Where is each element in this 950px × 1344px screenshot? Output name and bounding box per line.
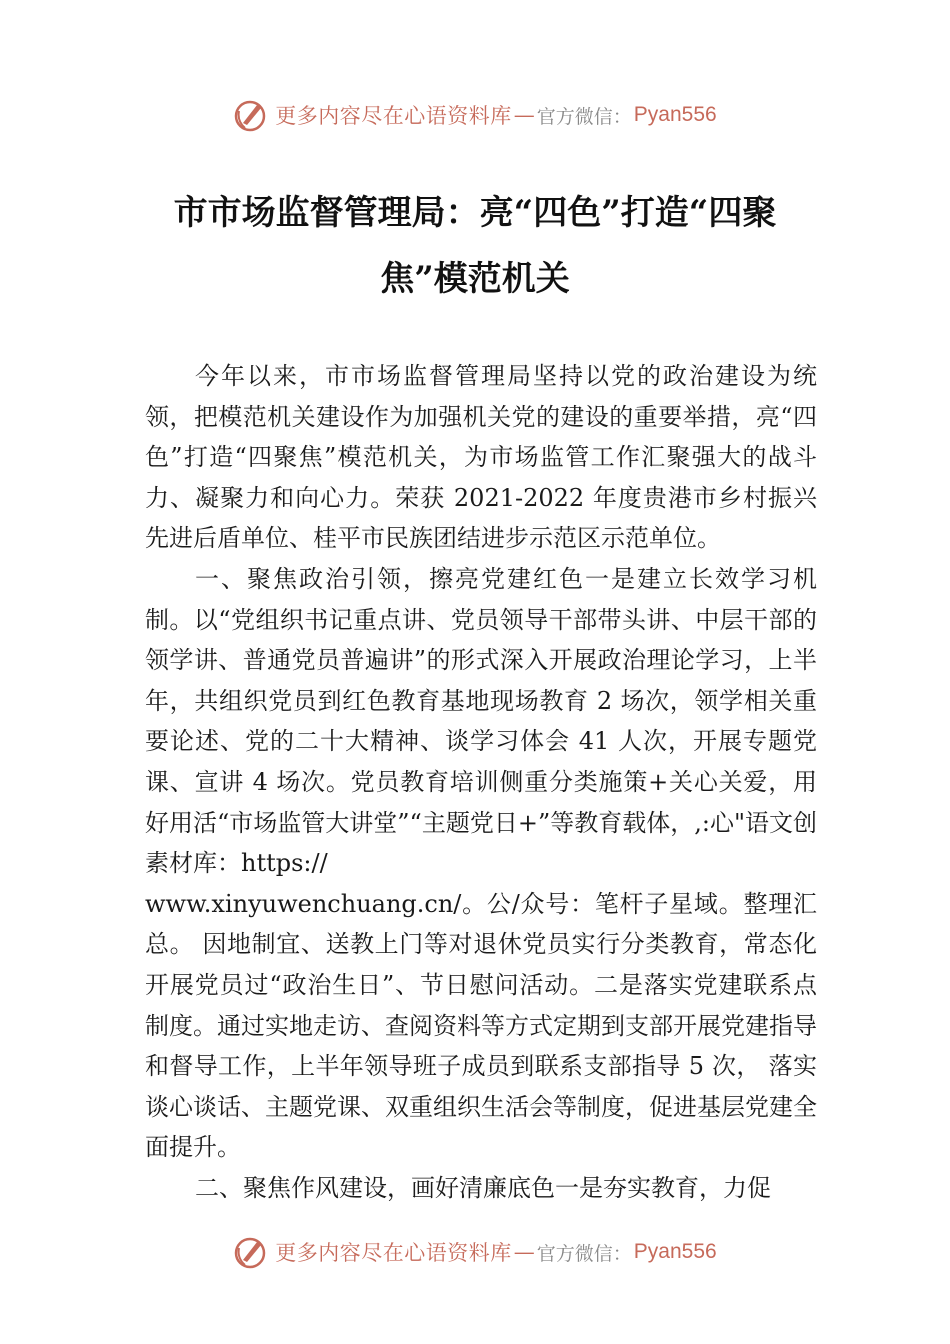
watermark-wechat-id: Pyan556 [633,103,717,126]
paragraph-intro: 今年以来，市市场监督管理局坚持以党的政治建设为统领，把模范机关建设作为加强机关党的建设的重要举措，亮“四色”打造“四聚焦”模范机关，为市场监管工作汇聚强大的战斗力、凝聚力和向心力。荣获 2021-2022 年度贵港市乡村振兴先进后盾单位、桂平市民族团结进步示范区示范单位。 [145,362,817,553]
pen-logo-icon [233,97,269,133]
watermark-separator: — [513,1240,535,1264]
article-title: 市市场监督管理局：亮“四色”打造“四聚焦”模范机关 [173,193,777,299]
pen-logo-icon [233,1234,269,1270]
watermark-text: 更多内容尽在心语资料库 [275,104,512,128]
watermark-text: 更多内容尽在心语资料库 [275,1241,512,1265]
watermark-wechat-label: 官方微信： [536,105,632,128]
paragraph-section-two: 二、聚焦作风建设，画好清廉底色一是夯实教育，力促 [195,1173,771,1202]
watermark-separator: — [513,103,535,127]
paragraph-section-one: 一、聚焦政治引领，擦亮党建红色一是建立长效学习机制。以“党组织书记重点讲、党员领导干部带头讲、中层干部的领学讲、普通党员普遍讲”的形式深入开展政治理论学习，上半年，共组织党员到红色教育基地现场教育 2 场次，领学相关重要论述、党的二十大精神、谈学习体会 41 人次，开展专题党课、宣讲 4 场次。党员教育培训侧重分类施策+关心关爱，用好用活“市场监管大讲堂”“主题党日+”等教育载体，,:心"语文创素材库：https:// [145,564,817,878]
watermark-wechat-id: Pyan556 [633,1240,717,1263]
watermark-banner-bottom [0,1232,950,1272]
article-body [145,356,817,1208]
watermark-wechat-label: 官方微信： [536,1242,632,1265]
paragraph-section-one-cont: www.xinyuwenchuang.cn/。公/众号：笔杆子星域。整理汇总。 因地制宜、送教上门等对退休党员实行分类教育，常态化开展党员过“政治生日”、节日慰问活动。二是落实党建联系点制度。通过实地走访、查阅资料等方式定期到支部开展党建指导和督导工作，上半年领导班子成员到联系支部指导 5 次， 落实谈心谈话、主题党课、双重组织生活会等制度，促进基层党建全面提升。 [145,889,817,1162]
watermark-banner-top [0,95,950,135]
